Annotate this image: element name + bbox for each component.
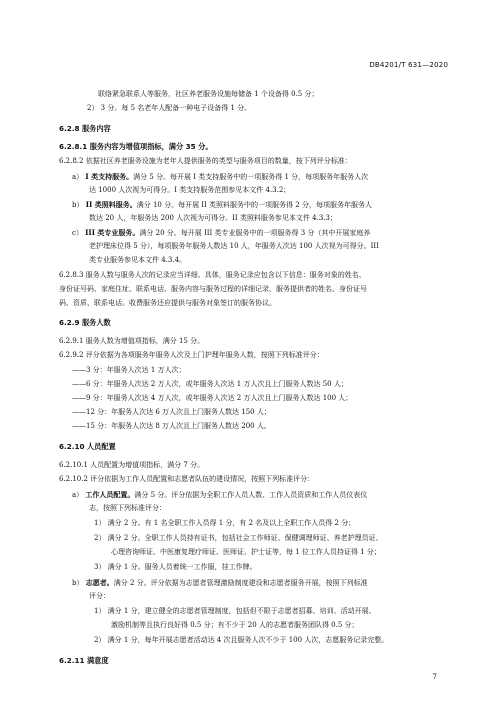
section-heading: 6.2.10 人员配置 [59, 442, 116, 451]
text-line: 志，按照下列标准评分： [89, 504, 166, 512]
list-item: b） 志愿者。满分 2 分。评分依据为志愿者管理激励制度建设和志愿者服务开展，按照下列标准 [72, 578, 368, 587]
list-item: ——3 分：年服务人次达 1 万人次； [72, 366, 186, 374]
text-line: 数达 20 人，年服务达 200 人次视为可得分。II 类照料服务参见本文件 4.3.3； [89, 214, 337, 222]
list-item: ——9 分：年服务人次达 4 万人次，或年服务人次达 2 万人次且上门服务人数达 100 人； [72, 394, 353, 402]
section-heading: 6.2.8 服务内容 [59, 124, 111, 133]
text-line: 码、资质、联系电话。收费服务还应提供与服务对象签订的服务协议。 [59, 299, 276, 307]
list-item: 2） 满分 1 分，每年开展志愿者活动达 4 次且服务人次不少于 100 人次，志愿服务记录完整。 [94, 636, 389, 644]
text-line: 类专业服务参见本文件 4.3.4。 [89, 256, 187, 264]
clause-text: 6.2.8.2 依据社区养老服务设施为老年人提供服务的类型与服务项目的数量，按下列评分标准： [59, 157, 352, 165]
list-item: a） 工作人员配置。满分 5 分。评分依据为全职工作人员人数、工作人员资质和工作人员仪表仪 [72, 490, 368, 499]
list-item: ——12 分：年服务人次达 6 万人次且上门服务人数达 150 人； [72, 408, 271, 416]
clause-text: 6.2.9.1 服务人数为增值项指标，满分 15 分。 [59, 337, 205, 345]
clause-text: 6.2.8.1 服务内容为增值项指标，满分 35 分。 [59, 142, 213, 151]
standard-number: DB4201/T 631—2020 [369, 60, 448, 69]
text-line: 达 1000 人次视为可得分。I 类支持服务范围参见本文件 4.3.2； [89, 186, 291, 194]
list-item: 2） 满分 2 分。全职工作人员持有证书，包括社会工作师证、保健调理师证、养老护理员证、 [94, 534, 383, 542]
list-item: b） II 类照料服务。满分 10 分。每开展 II 类照料服务中的一项服务得 2 分，每项服务年服务人 [72, 200, 372, 209]
clause-text: 6.2.8.3 服务人数与服务人次的记录应当详细、具体，服务记录应包含以下信息：服务对象的姓名、 [59, 271, 366, 279]
text-line: 老护理床位得 5 分），每项服务年服务人数达 10 人，年服务人次达 100 人次视为可得分。III [89, 242, 379, 250]
list-item: ——6 分：年服务人次达 2 万人次，或年服务人次达 1 万人次且上门服务人数达 50 人； [72, 380, 348, 388]
list-item: 1） 满分 1 分，建立健全的志愿者管理制度，包括但不限于志愿者招募、培训、活动开展、 [94, 607, 376, 615]
clause-text: 6.2.9.2 评分依据为各项服务年服务人次及上门护理年服务人数，按照下列标准评分： [59, 351, 324, 359]
clause-text: 6.2.10.1 人员配置为增值项指标，满分 7 分。 [59, 461, 205, 469]
text-line: 心理咨询师证、中医康复理疗师证、医师证、护士证等，每 1 位工作人员持证得 1 分； [111, 548, 381, 556]
list-item: a） I 类支持服务。满分 5 分。每开展 I 类支持服务中的一项服务得 1 分，每项服务年服务人次 [72, 172, 369, 181]
page-number: 7 [432, 673, 437, 681]
clause-text: 6.2.10.2 评分依据为工作人员配置和志愿者队伍的建设情况，按照下列标准评分： [59, 475, 315, 483]
text-line: 激励机制等且执行良好得 0.5 分；有不少于 20 人的志愿者服务团队得 0.5 分； [111, 621, 359, 629]
list-item: 2） 3 分。每 5 名老年人配备一种电子设备得 1 分。 [87, 104, 252, 112]
section-heading: 6.2.9 服务人数 [59, 318, 111, 327]
list-item: ——15 分：年服务人次达 8 万人次且上门服务人数达 200 人。 [72, 422, 271, 430]
list-item: 1） 满分 2 分。有 1 名全职工作人员得 1 分，有 2 名及以上全职工作人员得 2 分； [94, 519, 356, 527]
list-item: 3） 满分 1 分。服务人员着统一工作服，挂工作牌。 [94, 563, 257, 571]
text-line: 身份证号码、家庭住址、联系电话、服务内容与服务过程的详细记录、服务提供者的姓名、身份证号 [59, 285, 367, 293]
section-heading: 6.2.11 满意度 [59, 656, 109, 665]
list-item: c） III 类专业服务。满分 20 分。每开展 III 类专业服务中的一项服务得 3 分（其中开展家庭养 [72, 228, 371, 237]
text-line: 联络紧急联系人等服务，社区养老服务设施每储备 1 个设备得 0.5 分； [98, 90, 319, 98]
text-line: 评分： [89, 592, 110, 600]
